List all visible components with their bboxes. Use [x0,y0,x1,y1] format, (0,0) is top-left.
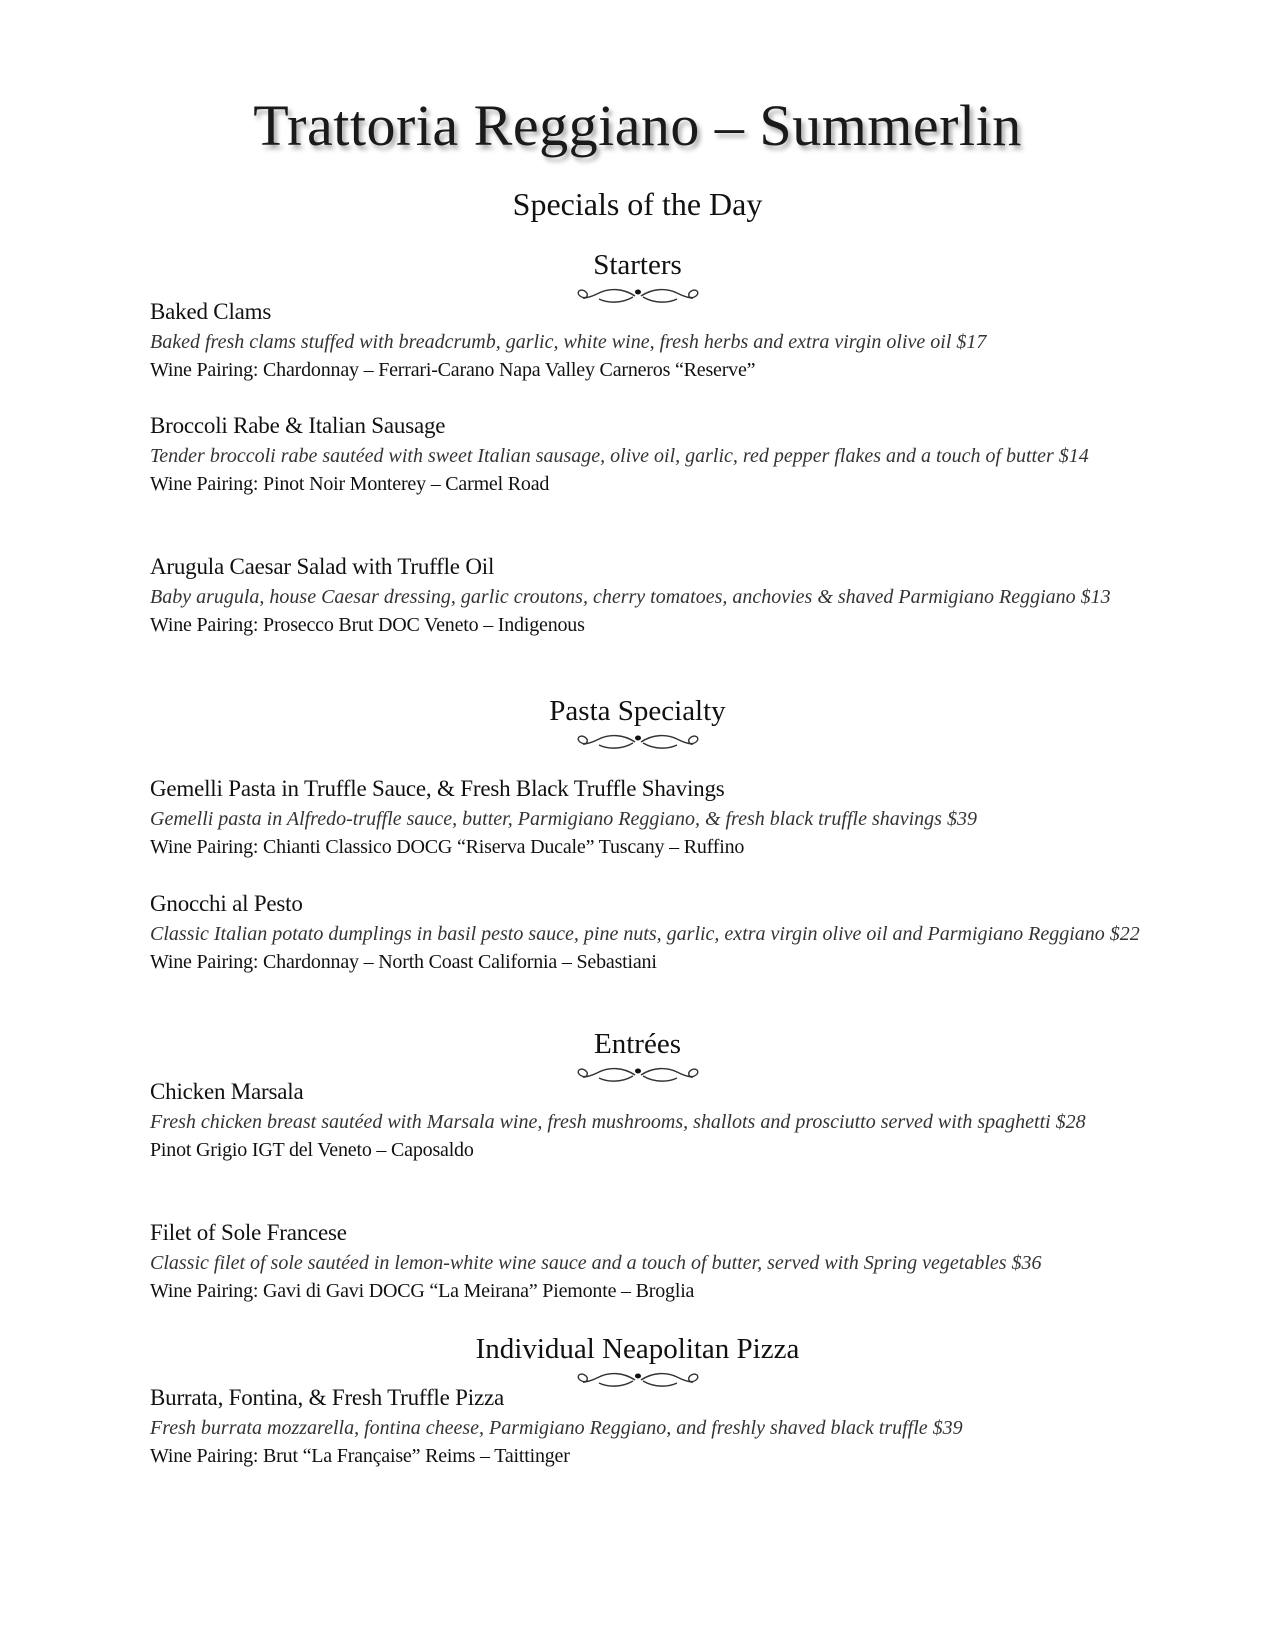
section-title: Entrées [594,1028,681,1060]
menu-item [150,1384,1150,1470]
menu-item [150,775,1150,861]
restaurant-title: Trattoria Reggiano – Summerlin [253,93,1022,158]
page-subtitle: Specials of the Day [512,186,763,222]
item-description: Fresh burrata mozzarella, fontina cheese, Parmigiano Reggiano, and freshly shaved black truffle $39 [150,1417,963,1439]
menu-item [150,1219,1150,1305]
wine-pairing: Wine Pairing: Pinot Noir Monterey – Carmel Road [150,473,550,495]
item-name: Arugula Caesar Salad with Truffle Oil [150,554,495,579]
menu-item [150,1078,1150,1164]
section-header-neapolitan-pizza [0,1332,1275,1392]
item-description: Baby arugula, house Caesar dressing, garlic croutons, cherry tomatoes, anchovies & shaved Parmigiano Reggiano $13 [150,586,1111,608]
item-description: Fresh chicken breast sautéed with Marsala wine, fresh mushrooms, shallots and prosciutto served with spaghetti $28 [150,1111,1086,1133]
item-description: Baked fresh clams stuffed with breadcrumb, garlic, white wine, fresh herbs and extra virgin olive oil $17 [150,331,987,353]
item-name: Broccoli Rabe & Italian Sausage [150,413,446,438]
item-description: Gemelli pasta in Alfredo-truffle sauce, butter, Parmigiano Reggiano, & fresh black truffle shavings $39 [150,808,977,830]
item-name: Gnocchi al Pesto [150,891,303,916]
item-name: Chicken Marsala [150,1079,304,1104]
item-description: Classic Italian potato dumplings in basil pesto sauce, pine nuts, garlic, extra virgin olive oil and Parmigiano Reggiano $22 [150,923,1140,945]
wine-pairing: Wine Pairing: Gavi di Gavi DOCG “La Meirana” Piemonte – Broglia [150,1280,695,1302]
section-title: Starters [593,249,682,281]
item-name: Gemelli Pasta in Truffle Sauce, & Fresh Black Truffle Shavings [150,776,725,801]
item-name: Filet of Sole Francese [150,1220,347,1245]
menu-item [150,412,1150,498]
item-name: Baked Clams [150,299,272,324]
flourish-ornament-icon [573,730,703,754]
wine-pairing: Pinot Grigio IGT del Veneto – Caposaldo [150,1139,474,1161]
section-header-pasta-specialty [0,694,1275,754]
menu-item [150,553,1150,639]
wine-pairing: Wine Pairing: Chardonnay – North Coast California – Sebastiani [150,951,657,973]
menu-item [150,890,1150,976]
item-description: Classic filet of sole sautéed in lemon-white wine sauce and a touch of butter, served with Spring vegetables $36 [150,1252,1042,1274]
wine-pairing: Wine Pairing: Prosecco Brut DOC Veneto – Indigenous [150,614,585,636]
menu-item [150,298,1150,384]
item-name: Burrata, Fontina, & Fresh Truffle Pizza [150,1385,504,1410]
section-title: Individual Neapolitan Pizza [475,1333,800,1365]
section-title: Pasta Specialty [549,695,726,727]
wine-pairing: Wine Pairing: Brut “La Française” Reims – Taittinger [150,1445,570,1467]
item-description: Tender broccoli rabe sautéed with sweet Italian sausage, olive oil, garlic, red pepper flakes and a touch of butter $14 [150,445,1089,467]
wine-pairing: Wine Pairing: Chianti Classico DOCG “Riserva Ducale” Tuscany – Ruffino [150,836,745,858]
wine-pairing: Wine Pairing: Chardonnay – Ferrari-Carano Napa Valley Carneros “Reserve” [150,359,756,381]
